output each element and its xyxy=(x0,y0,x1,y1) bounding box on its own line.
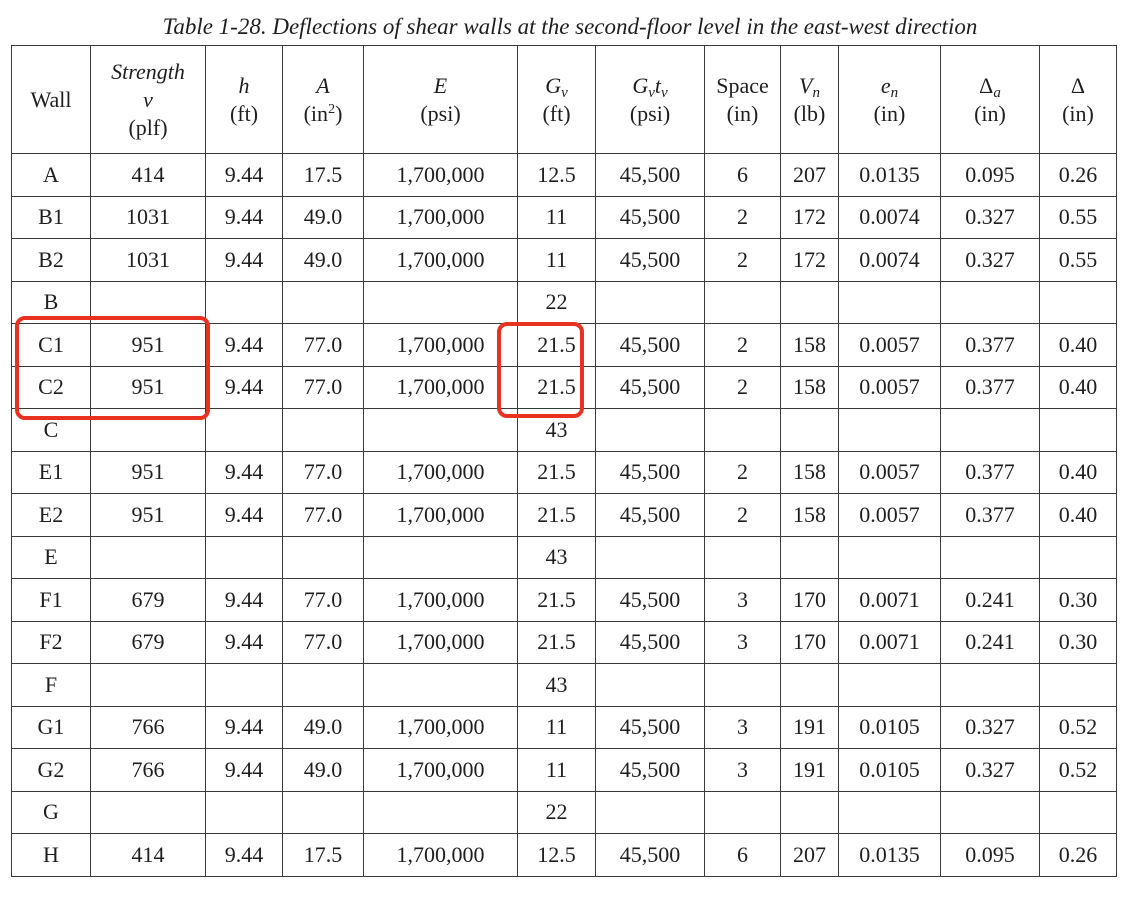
cell-h xyxy=(206,409,283,452)
cell-en xyxy=(839,791,941,834)
cell-e: 1,700,000 xyxy=(364,706,518,749)
cell-en: 0.0057 xyxy=(839,366,941,409)
cell-vn: 158 xyxy=(781,451,839,494)
cell-gvtv: 45,500 xyxy=(596,621,705,664)
cell-a: 77.0 xyxy=(283,451,364,494)
header-row xyxy=(12,46,1117,154)
cell-en xyxy=(839,664,941,707)
cell-gvtv: 45,500 xyxy=(596,196,705,239)
header-a-symbol: A xyxy=(316,72,330,98)
cell-gv: 11 xyxy=(518,239,596,282)
cell-e xyxy=(364,281,518,324)
cell-wall: H xyxy=(12,834,91,877)
cell-space: 2 xyxy=(705,366,781,409)
table-row xyxy=(12,749,1117,792)
table-row xyxy=(12,579,1117,622)
cell-strength: 414 xyxy=(91,154,206,197)
cell-gv: 43 xyxy=(518,409,596,452)
cell-gv: 22 xyxy=(518,281,596,324)
header-gvtv-symbol-g: G xyxy=(632,72,649,98)
cell-vn xyxy=(781,536,839,579)
cell-h: 9.44 xyxy=(206,749,283,792)
cell-delta-a: 0.327 xyxy=(941,239,1040,282)
cell-delta-a xyxy=(941,536,1040,579)
cell-wall: E2 xyxy=(12,494,91,537)
cell-delta: 0.30 xyxy=(1040,579,1117,622)
cell-gvtv: 45,500 xyxy=(596,366,705,409)
table-row xyxy=(12,494,1117,537)
cell-h xyxy=(206,281,283,324)
cell-space: 2 xyxy=(705,239,781,282)
cell-space xyxy=(705,791,781,834)
header-en xyxy=(839,46,941,154)
cell-strength xyxy=(91,791,206,834)
cell-h: 9.44 xyxy=(206,706,283,749)
header-e-symbol: E xyxy=(433,72,448,98)
cell-h xyxy=(206,536,283,579)
cell-gv: 11 xyxy=(518,749,596,792)
cell-strength: 766 xyxy=(91,749,206,792)
cell-vn xyxy=(781,281,839,324)
header-e-unit: (psi) xyxy=(420,100,461,126)
cell-gvtv xyxy=(596,664,705,707)
cell-space: 2 xyxy=(705,324,781,367)
header-gv-sub: v xyxy=(561,84,568,101)
cell-a: 49.0 xyxy=(283,706,364,749)
cell-space: 3 xyxy=(705,706,781,749)
header-a-unit xyxy=(304,101,343,126)
cell-en: 0.0135 xyxy=(839,834,941,877)
deflection-table xyxy=(11,45,1117,877)
cell-delta-a: 0.327 xyxy=(941,196,1040,239)
cell-delta: 0.40 xyxy=(1040,451,1117,494)
header-gv-unit: (ft) xyxy=(542,100,571,126)
cell-delta-a xyxy=(941,664,1040,707)
cell-gv: 21.5 xyxy=(518,366,596,409)
header-space xyxy=(705,46,781,154)
cell-wall: C2 xyxy=(12,366,91,409)
cell-delta: 0.52 xyxy=(1040,706,1117,749)
cell-space: 2 xyxy=(705,494,781,537)
cell-delta: 0.40 xyxy=(1040,366,1117,409)
cell-delta: 0.55 xyxy=(1040,239,1117,282)
cell-gvtv: 45,500 xyxy=(596,706,705,749)
cell-wall: B2 xyxy=(12,239,91,282)
cell-gvtv xyxy=(596,791,705,834)
cell-a: 77.0 xyxy=(283,621,364,664)
cell-e: 1,700,000 xyxy=(364,749,518,792)
cell-a xyxy=(283,281,364,324)
cell-a: 77.0 xyxy=(283,494,364,537)
cell-vn: 191 xyxy=(781,706,839,749)
cell-a xyxy=(283,791,364,834)
header-space-label: Space xyxy=(716,72,769,98)
cell-delta: 0.40 xyxy=(1040,494,1117,537)
cell-wall: E1 xyxy=(12,451,91,494)
cell-strength: 1031 xyxy=(91,239,206,282)
cell-e xyxy=(364,536,518,579)
cell-h xyxy=(206,664,283,707)
cell-e: 1,700,000 xyxy=(364,324,518,367)
header-wall xyxy=(12,46,91,154)
cell-gv: 21.5 xyxy=(518,579,596,622)
cell-space: 2 xyxy=(705,451,781,494)
table-row xyxy=(12,154,1117,197)
header-delta-unit: (in) xyxy=(1062,100,1094,126)
cell-vn: 170 xyxy=(781,579,839,622)
cell-delta xyxy=(1040,281,1117,324)
cell-en: 0.0071 xyxy=(839,621,941,664)
cell-e: 1,700,000 xyxy=(364,196,518,239)
cell-h: 9.44 xyxy=(206,239,283,282)
cell-delta-a: 0.241 xyxy=(941,579,1040,622)
cell-delta-a: 0.377 xyxy=(941,366,1040,409)
cell-a: 77.0 xyxy=(283,579,364,622)
cell-gvtv: 45,500 xyxy=(596,239,705,282)
header-delta-a-unit: (in) xyxy=(974,100,1006,126)
cell-delta-a: 0.377 xyxy=(941,324,1040,367)
cell-strength xyxy=(91,536,206,579)
header-strength-symbol: v xyxy=(143,86,153,112)
cell-en: 0.0057 xyxy=(839,451,941,494)
cell-wall: G1 xyxy=(12,706,91,749)
cell-e xyxy=(364,791,518,834)
header-gvtv-unit: (psi) xyxy=(629,100,671,126)
header-h-symbol: h xyxy=(238,72,250,98)
cell-delta-a xyxy=(941,791,1040,834)
header-gvtv-symbol-t: t xyxy=(654,72,661,98)
cell-delta xyxy=(1040,536,1117,579)
header-a-unit-pre: (in xyxy=(303,100,329,126)
cell-space: 6 xyxy=(705,154,781,197)
cell-strength: 951 xyxy=(91,324,206,367)
cell-a xyxy=(283,409,364,452)
cell-a: 17.5 xyxy=(283,154,364,197)
cell-a xyxy=(283,536,364,579)
cell-space xyxy=(705,409,781,452)
cell-a: 49.0 xyxy=(283,749,364,792)
cell-vn xyxy=(781,664,839,707)
cell-a: 77.0 xyxy=(283,324,364,367)
cell-en xyxy=(839,536,941,579)
cell-vn: 207 xyxy=(781,154,839,197)
cell-vn: 191 xyxy=(781,749,839,792)
cell-wall: E xyxy=(12,536,91,579)
cell-strength: 679 xyxy=(91,621,206,664)
cell-gv: 22 xyxy=(518,791,596,834)
header-gv xyxy=(518,46,596,154)
cell-h: 9.44 xyxy=(206,579,283,622)
cell-e: 1,700,000 xyxy=(364,239,518,282)
cell-space xyxy=(705,664,781,707)
cell-h: 9.44 xyxy=(206,366,283,409)
cell-en: 0.0105 xyxy=(839,749,941,792)
cell-en xyxy=(839,281,941,324)
cell-strength xyxy=(91,664,206,707)
cell-gvtv: 45,500 xyxy=(596,451,705,494)
cell-gv: 11 xyxy=(518,196,596,239)
cell-wall: G xyxy=(12,791,91,834)
header-gvtv-sub-g: v xyxy=(648,84,655,101)
cell-delta: 0.55 xyxy=(1040,196,1117,239)
cell-delta-a xyxy=(941,409,1040,452)
cell-vn: 170 xyxy=(781,621,839,664)
header-en-symbol: e xyxy=(880,72,891,98)
table-row xyxy=(12,196,1117,239)
cell-strength xyxy=(91,409,206,452)
cell-h: 9.44 xyxy=(206,494,283,537)
cell-strength: 951 xyxy=(91,494,206,537)
header-strength-label: Strength xyxy=(111,58,185,84)
cell-gv: 12.5 xyxy=(518,834,596,877)
cell-strength: 951 xyxy=(91,451,206,494)
table-row xyxy=(12,366,1117,409)
cell-wall: F xyxy=(12,664,91,707)
cell-e: 1,700,000 xyxy=(364,579,518,622)
header-delta-a-sub: a xyxy=(993,84,1001,101)
cell-strength: 766 xyxy=(91,706,206,749)
cell-space xyxy=(705,536,781,579)
cell-a: 77.0 xyxy=(283,366,364,409)
cell-gv: 11 xyxy=(518,706,596,749)
cell-h: 9.44 xyxy=(206,324,283,367)
cell-wall: A xyxy=(12,154,91,197)
cell-gv: 12.5 xyxy=(518,154,596,197)
header-e xyxy=(364,46,518,154)
cell-delta-a: 0.327 xyxy=(941,749,1040,792)
header-strength-unit: (plf) xyxy=(128,114,168,140)
cell-en: 0.0057 xyxy=(839,494,941,537)
cell-e: 1,700,000 xyxy=(364,366,518,409)
cell-en: 0.0135 xyxy=(839,154,941,197)
header-gvtv-sub-t: v xyxy=(661,84,668,101)
cell-gv: 21.5 xyxy=(518,451,596,494)
cell-h: 9.44 xyxy=(206,834,283,877)
cell-h xyxy=(206,791,283,834)
table-header xyxy=(12,46,1117,154)
cell-wall: C1 xyxy=(12,324,91,367)
header-delta xyxy=(1040,46,1117,154)
cell-delta xyxy=(1040,664,1117,707)
header-a-unit-sup: 2 xyxy=(328,101,336,117)
cell-e xyxy=(364,409,518,452)
table-caption: Table 1-28. Deflections of shear walls at the second-floor level in the east-west direction xyxy=(162,14,978,39)
cell-h: 9.44 xyxy=(206,451,283,494)
cell-strength: 414 xyxy=(91,834,206,877)
cell-delta-a: 0.327 xyxy=(941,706,1040,749)
cell-space xyxy=(705,281,781,324)
cell-wall: B xyxy=(12,281,91,324)
cell-h: 9.44 xyxy=(206,621,283,664)
cell-en: 0.0074 xyxy=(839,196,941,239)
table-row xyxy=(12,409,1117,452)
cell-delta: 0.26 xyxy=(1040,834,1117,877)
cell-delta-a: 0.095 xyxy=(941,154,1040,197)
table-row xyxy=(12,621,1117,664)
cell-vn: 158 xyxy=(781,366,839,409)
cell-delta xyxy=(1040,409,1117,452)
cell-delta-a xyxy=(941,281,1040,324)
cell-gv: 43 xyxy=(518,536,596,579)
cell-vn xyxy=(781,791,839,834)
cell-vn: 172 xyxy=(781,196,839,239)
cell-en: 0.0057 xyxy=(839,324,941,367)
cell-gvtv xyxy=(596,281,705,324)
cell-vn: 207 xyxy=(781,834,839,877)
cell-delta-a: 0.377 xyxy=(941,494,1040,537)
header-strength xyxy=(91,46,206,154)
header-vn-symbol: V xyxy=(799,72,813,98)
cell-gvtv: 45,500 xyxy=(596,834,705,877)
cell-strength: 951 xyxy=(91,366,206,409)
cell-space: 3 xyxy=(705,579,781,622)
table-row xyxy=(12,536,1117,579)
header-en-unit: (in) xyxy=(873,100,906,126)
table-row xyxy=(12,706,1117,749)
cell-gv: 21.5 xyxy=(518,621,596,664)
cell-space: 3 xyxy=(705,749,781,792)
header-en-sub: n xyxy=(890,84,899,101)
cell-wall: C xyxy=(12,409,91,452)
cell-delta-a: 0.377 xyxy=(941,451,1040,494)
cell-a: 17.5 xyxy=(283,834,364,877)
cell-gvtv: 45,500 xyxy=(596,749,705,792)
cell-strength xyxy=(91,281,206,324)
cell-delta: 0.26 xyxy=(1040,154,1117,197)
cell-e xyxy=(364,664,518,707)
cell-delta-a: 0.241 xyxy=(941,621,1040,664)
cell-en xyxy=(839,409,941,452)
header-delta-a-symbol: Δ xyxy=(979,72,994,98)
cell-e: 1,700,000 xyxy=(364,494,518,537)
cell-wall: F2 xyxy=(12,621,91,664)
cell-strength: 679 xyxy=(91,579,206,622)
cell-e: 1,700,000 xyxy=(364,834,518,877)
header-a-unit-post: ) xyxy=(335,100,343,126)
cell-delta: 0.30 xyxy=(1040,621,1117,664)
cell-gvtv: 45,500 xyxy=(596,154,705,197)
cell-wall: B1 xyxy=(12,196,91,239)
cell-space: 3 xyxy=(705,621,781,664)
header-space-unit: (in) xyxy=(726,100,759,126)
cell-wall: F1 xyxy=(12,579,91,622)
table-row xyxy=(12,664,1117,707)
cell-gv: 43 xyxy=(518,664,596,707)
cell-delta: 0.40 xyxy=(1040,324,1117,367)
cell-e: 1,700,000 xyxy=(364,451,518,494)
header-vn-sub: n xyxy=(812,84,820,101)
table-body xyxy=(12,154,1117,877)
cell-delta: 0.52 xyxy=(1040,749,1117,792)
cell-vn: 172 xyxy=(781,239,839,282)
cell-space: 6 xyxy=(705,834,781,877)
table-row xyxy=(12,451,1117,494)
cell-gvtv xyxy=(596,409,705,452)
cell-gv: 21.5 xyxy=(518,324,596,367)
cell-en: 0.0071 xyxy=(839,579,941,622)
cell-vn xyxy=(781,409,839,452)
table-row xyxy=(12,281,1117,324)
header-gvtv xyxy=(596,46,705,154)
cell-gvtv: 45,500 xyxy=(596,494,705,537)
cell-strength: 1031 xyxy=(91,196,206,239)
cell-a: 49.0 xyxy=(283,239,364,282)
header-h-unit: (ft) xyxy=(229,100,259,126)
cell-e: 1,700,000 xyxy=(364,621,518,664)
header-h xyxy=(206,46,283,154)
cell-vn: 158 xyxy=(781,494,839,537)
header-wall-label: Wall xyxy=(30,86,72,112)
cell-gvtv: 45,500 xyxy=(596,324,705,367)
cell-en: 0.0074 xyxy=(839,239,941,282)
cell-vn: 158 xyxy=(781,324,839,367)
cell-a: 49.0 xyxy=(283,196,364,239)
header-vn xyxy=(781,46,839,154)
cell-gvtv: 45,500 xyxy=(596,579,705,622)
cell-h: 9.44 xyxy=(206,196,283,239)
cell-en: 0.0105 xyxy=(839,706,941,749)
header-gv-symbol: G xyxy=(545,72,562,98)
cell-e: 1,700,000 xyxy=(364,154,518,197)
cell-gv: 21.5 xyxy=(518,494,596,537)
table-row xyxy=(12,239,1117,282)
cell-delta-a: 0.095 xyxy=(941,834,1040,877)
header-a xyxy=(283,46,364,154)
table-row xyxy=(12,324,1117,367)
cell-gvtv xyxy=(596,536,705,579)
cell-h: 9.44 xyxy=(206,154,283,197)
header-delta-symbol: Δ xyxy=(1070,72,1086,98)
header-vn-unit: (lb) xyxy=(793,100,826,126)
table-row xyxy=(12,791,1117,834)
cell-wall: G2 xyxy=(12,749,91,792)
cell-space: 2 xyxy=(705,196,781,239)
cell-delta xyxy=(1040,791,1117,834)
cell-a xyxy=(283,664,364,707)
table-row xyxy=(12,834,1117,877)
header-delta-a xyxy=(941,46,1040,154)
